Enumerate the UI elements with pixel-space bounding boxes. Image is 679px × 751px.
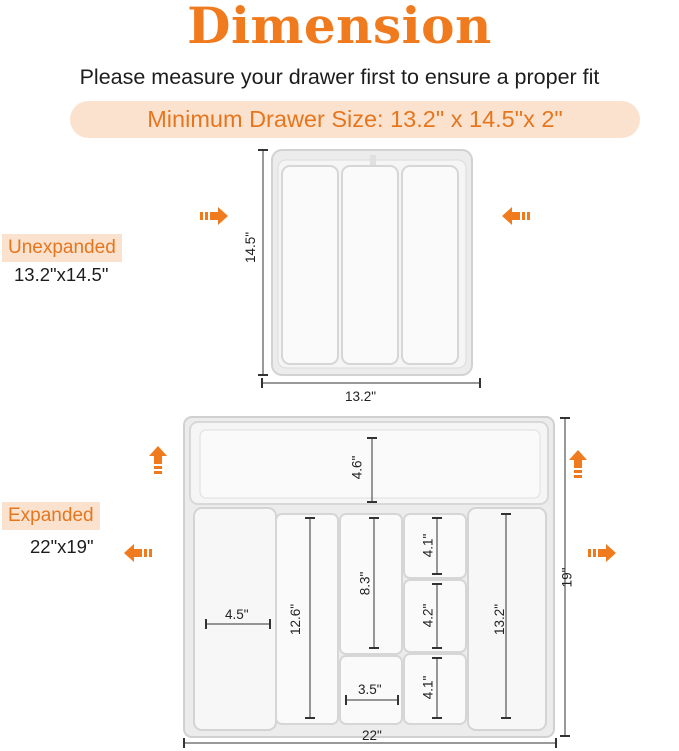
expanded-size: 22"x19" [30, 536, 94, 557]
expanded-label: Expanded [2, 502, 100, 530]
top-depth-dim: 4.6" [349, 455, 365, 480]
unexpanded-tray [272, 150, 472, 375]
right-long-dim: 13.2" [492, 603, 508, 636]
left-width-dim: 4.5" [225, 607, 249, 622]
page-title: Dimension [187, 0, 492, 55]
arrow-right-icon [588, 544, 616, 562]
small-bottom-dim: 4.1" [420, 675, 436, 700]
expanded-height-dim: 19" [559, 567, 575, 588]
arrow-left-icon [502, 207, 530, 225]
arrow-right-icon [200, 207, 228, 225]
unexpanded-label: Unexpanded [2, 234, 122, 262]
small-top-dim: 4.1" [420, 533, 436, 558]
page-subtitle: Please measure your drawer first to ensure a proper fit [79, 65, 600, 89]
small-mid-dim: 4.2" [420, 603, 436, 628]
unexpanded-size: 13.2"x14.5" [14, 264, 109, 285]
min-drawer-size-badge: Minimum Drawer Size: 13.2" x 14.5"x 2" [70, 101, 640, 138]
arrow-up-icon [149, 446, 167, 474]
unexpanded-width-dim: 13.2" [345, 389, 377, 404]
arrow-up-icon [569, 450, 587, 478]
left-long-dim: 12.6" [288, 603, 304, 636]
arrow-left-icon [124, 544, 152, 562]
middle-long-dim: 8.3" [357, 571, 373, 596]
expanded-width-dim: 22" [362, 728, 382, 743]
unexpanded-height-dim: 14.5" [243, 231, 259, 264]
middle-small-dim: 3.5" [358, 682, 382, 697]
